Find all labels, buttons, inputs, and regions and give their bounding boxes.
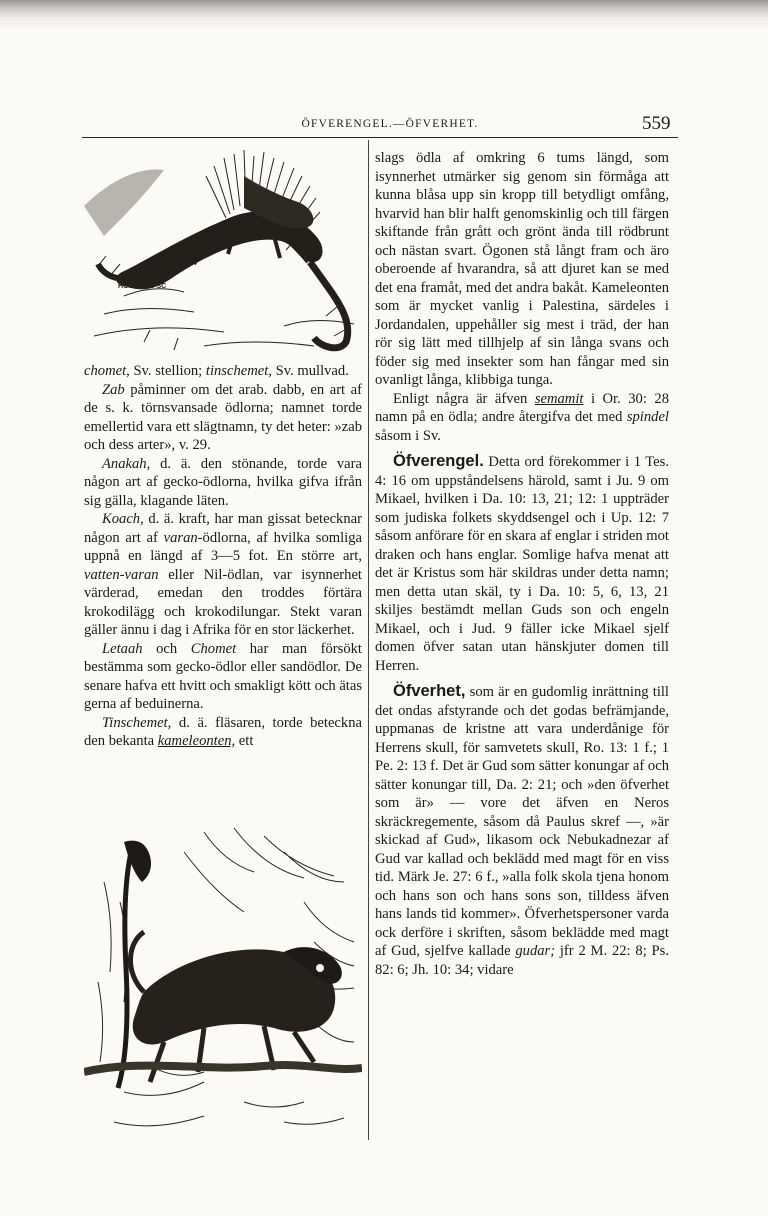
paragraph-letaah: Letaah och Chomet har man försökt bestämma som gecko-ödlor eller sandödlor. De senare hafva ett hvitt och smakligt kött och ätas gerna af beduinerna. (84, 640, 363, 712)
term-tinschemet: tinschemet, (205, 363, 272, 379)
paragraph-anakah: Anakah, d. ä. den stönande, torde vara någon art af gecko-ödlorna, hvilka gifva ifrån sig gälla, klagande läten. (84, 455, 362, 509)
term-zab: Zab (102, 381, 125, 398)
paragraph-koach: Koach, d. ä. kraft, har man gissat betecknar någon art af varan-ödlorna, af hvilka somliga uppnå en längd af 3—5 fot. En större art, vatten-varan eller Nil-ödlan, var isynnerhet värderad, emedan den troddes förtära krokodilägg och krokodilungar. Stekt varan gäller ännu i dag i Afrika för en stor läckerhet. (84, 511, 362, 638)
term-tinschemet-entry: Tinschemet, (102, 714, 172, 731)
paragraph-chomet: chomet, Sv. stellion; tinschemet, Sv. mullvad. (84, 363, 349, 379)
page-top-edge (0, 0, 768, 40)
paragraph-chameleon: slags ödla af omkring 6 tums längd, som isynnerhet utmärker sig genom sin förmåga att kunna blåsa upp sin kropp till betydligt omfång, hvarvid han blir halft genomskinlig och till färgen skiftande från grått och grönt ända till rödbrunt och nästan svart. Ögonen stå långt fram och äro oberoende af hvarandra, så att djuret kan se med det ena framåt, med det andra bakåt. Kameleonten som är mycket vanlig i Palestina, särdeles i Jordandalen, uppehåller sig mest i träd, der han rör sig lätt med tillhjelp af sin långa svans och föder sig med insekter som han fångar med sin ovanligt långa, klibbiga tunga. (375, 150, 669, 388)
term-letaah: Letaah (102, 640, 143, 657)
lizard-engraving-drawing (84, 146, 362, 358)
chameleon-engraving (84, 822, 362, 1144)
entry-heading-ofverhet: Öfverhet, (393, 682, 466, 700)
running-head: ÖFVERENGEL.—ÖFVERHET. (301, 118, 479, 130)
page-number: 559 (642, 113, 671, 134)
entry-heading-ofverengel: Öfverengel. (393, 452, 484, 470)
engraver-signature: HOWLAND SC (118, 283, 167, 290)
chameleon-engraving-drawing (84, 822, 362, 1144)
header-rule (82, 137, 678, 138)
right-column (375, 149, 669, 979)
entry-ofverhet: Öfverhet, som är en gudomlig inrättning till det ondas afstyrande och det godas befrämjande, uppmanas de kristne att vara underdånige för Herrens skull, för samvetets skull, Ro. 13: 1 f.; 1 Pe. 2: 13 f. Det är Gud som sätter konungar af och sätter konungar till, Da. 2: 21; och »den öfverhet som är» — vore det äfven en Neros skräckregemente, såsom då Paulus skref —, »är skickad af Gud», likasom ock Nebukadnezar af Gud var kallad och beklädd med magt för en viss tid. Märk Je. 27: 6 f., »alla folk skola tjena honom och hans son och hans sons son, tilldess äfven hans lands tid kommer». Öfverhetspersoner varda ock derföre i skriften, såsom beklädde med magt af Gud, sjelfve kallade gudar; jfr 2 M. 22: 8; Ps. 82: 6; Jh. 10: 34; vidare (375, 682, 669, 978)
paragraph-tinschemet: Tinschemet, d. ä. fläsaren, torde beteckna den bekanta kameleonten, ett (84, 714, 362, 749)
paragraph-zab: Zab påminner om det arab. dabb, en art af de s. k. törnsvansade ödlorna; namnet torde emellertid vara ett slägtnamn, ty det heter: »zab och dess arter», v. 29. (84, 381, 362, 453)
term-anakah: Anakah, (102, 455, 151, 472)
paragraph-semamit: Enligt några är äfven semamit i Or. 30: 28 namn på en ödla; andre återgifva det med spindel såsom i Sv. (375, 390, 669, 444)
term-koach: Koach, (102, 511, 144, 527)
lizard-engraving (84, 146, 362, 358)
entry-ofverengel: Öfverengel. Detta ord förekommer i 1 Tes. 4: 16 om uppståndelsens härold, samt i Ju. 9 om Mikael, hvilken i Da. 10: 13, 21; 12: 1 uppträder som judiska folkets skyddsengel och i Up. 12: 7 såsom anförare för en skara af englar i striden mot draken och hans englar. Somlige hafva menat att det är Kristus som här skildras under detta namn; men detta utan skäl, ty i Da. 10: 5, 6, 13, 21 skiljes bestämdt mellan Guds son och engeln Mikael, och i Jud. 9 fäller icke Mikael sjelf domen öfver satan utan hänskjuter domen till Herren. (375, 452, 669, 674)
term-chomet: chomet, (84, 363, 130, 379)
column-divider (368, 140, 369, 1140)
left-column (84, 362, 362, 751)
